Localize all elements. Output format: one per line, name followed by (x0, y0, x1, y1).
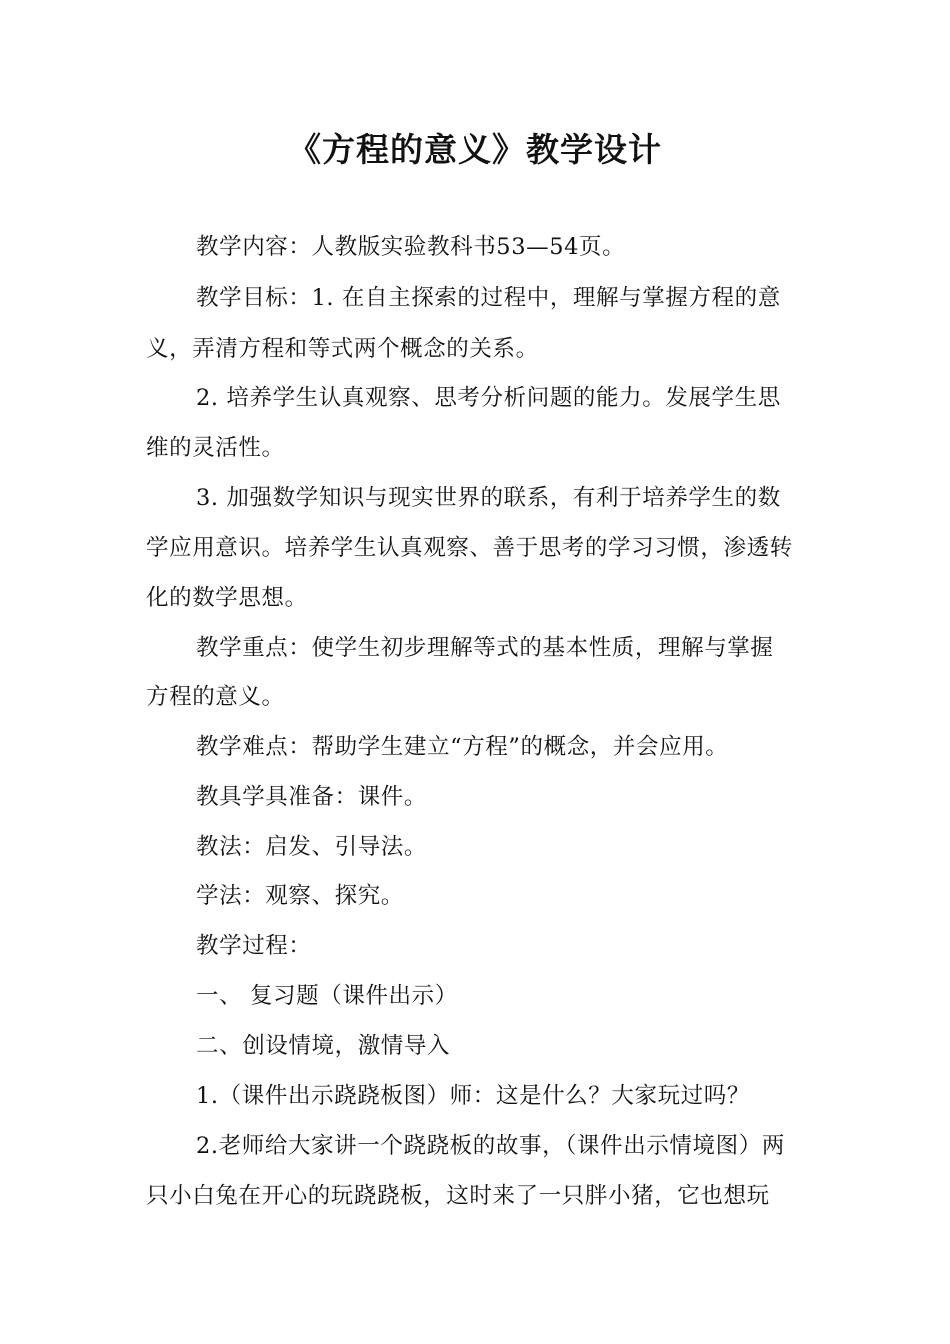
key-point-line: 教学重点：使学生初步理解等式的基本性质，理解与掌握 (196, 635, 774, 661)
key-point-continued-line: 方程的意义。 (146, 684, 285, 710)
teaching-content-line: 教学内容：人教版实验教科书53—54页。 (196, 234, 626, 260)
difficulty-line: 教学难点：帮助学生建立“方程”的概念，并会应用。 (196, 734, 729, 760)
goal-3-continued-line: 学应用意识。培养学生认真观察、善于思考的学习习惯，渗透转 (146, 535, 793, 561)
materials-line: 教具学具准备：课件。 (196, 784, 428, 810)
teaching-process-heading: 教学过程： (196, 933, 312, 959)
teaching-method-line: 教法：启发、引导法。 (196, 834, 428, 860)
step-1-line: 1.（课件出示跷跷板图）师：这是什么？大家玩过吗？ (196, 1083, 750, 1109)
section-two-heading: 二、创设情境，激情导入 (196, 1033, 451, 1059)
teaching-goal-line: 教学目标：1. 在自主探索的过程中，理解与掌握方程的意 (196, 285, 781, 311)
goal-2-line: 2. 培养学生认真观察、思考分析问题的能力。发展学生思 (196, 385, 781, 411)
step-2-line: 2.老师给大家讲一个跷跷板的故事，（课件出示情境图）两 (196, 1133, 785, 1159)
document-title: 《方程的意义》教学设计 (288, 130, 662, 169)
goal-3-end-line: 化的数学思想。 (146, 585, 308, 611)
goal-2-continued-line: 维的灵活性。 (146, 435, 285, 461)
teaching-goal-continued-line: 义，弄清方程和等式两个概念的关系。 (146, 336, 539, 362)
goal-3-line: 3. 加强数学知识与现实世界的联系，有利于培养学生的数 (196, 485, 781, 511)
learning-method-line: 学法：观察、探究。 (196, 883, 404, 909)
step-2-continued-line: 只小白兔在开心的玩跷跷板，这时来了一只胖小猪，它也想玩 (146, 1183, 770, 1209)
section-one-heading: 一、 复习题（课件出示） (196, 983, 458, 1009)
